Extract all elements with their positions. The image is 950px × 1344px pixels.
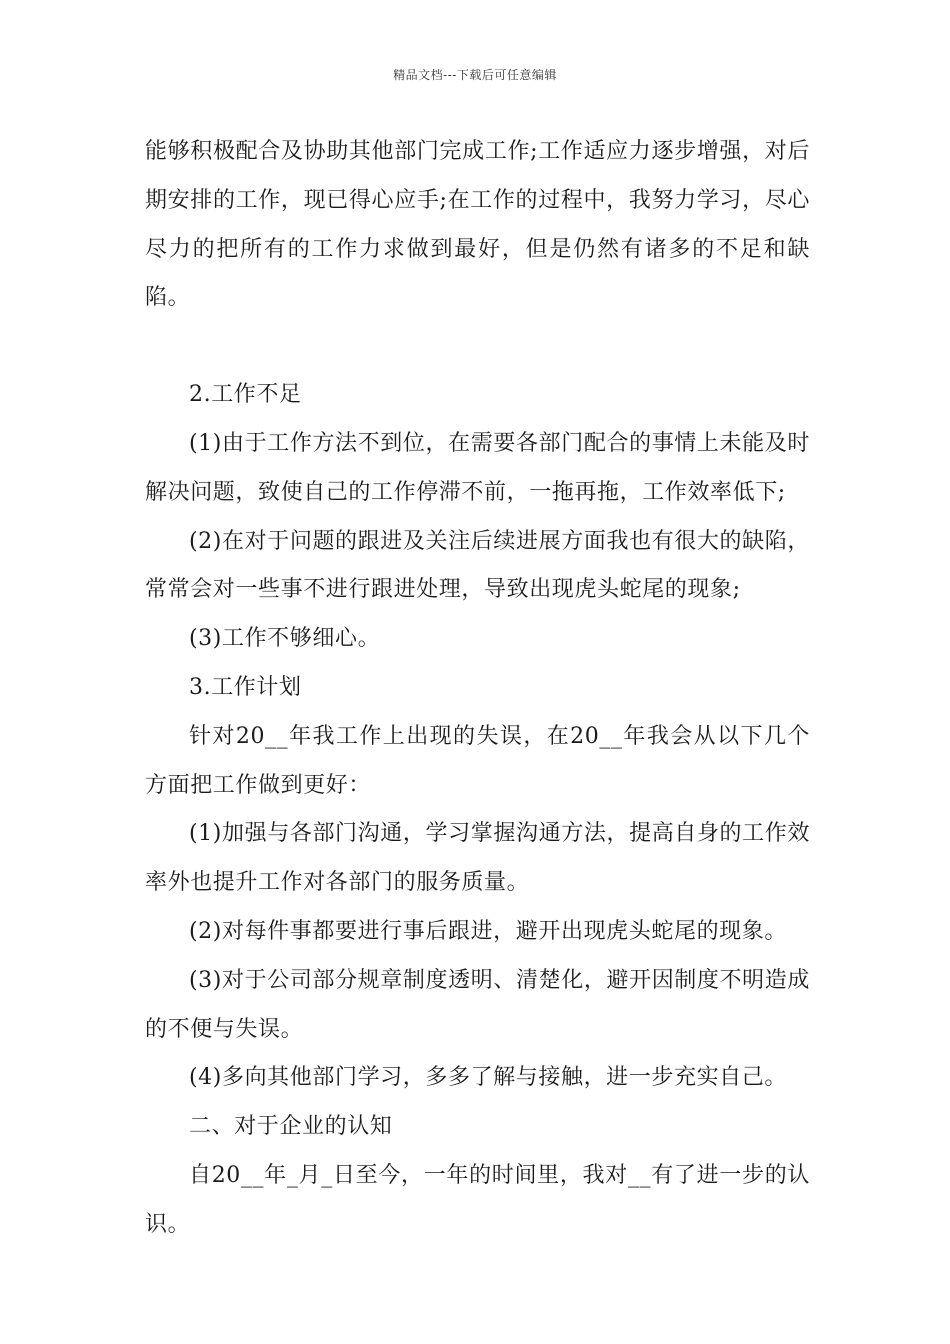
cognition-paragraph: 自20__年_月_日至今，一年的时间里，我对__有了进一步的认识。	[145, 1162, 810, 1237]
shortcoming-item-2: (2)在对于问题的跟进及关注后续进展方面我也有很大的缺陷，常常会对一些事不进行跟进处理，导致出现虎头蛇尾的现象;	[145, 528, 810, 603]
plan-intro: 针对20__年我工作上出现的失误，在20__年我会从以下几个方面把工作做到更好：	[145, 723, 810, 798]
section-heading-plan: 3.工作计划	[189, 674, 302, 700]
document-body	[145, 128, 810, 1250]
page-header: 精品文档---下载后可任意编辑	[393, 68, 557, 82]
shortcoming-item-1: (1)由于工作方法不到位，在需要各部门配合的事情上未能及时解决问题，致使自己的工作停滞不前，一拖再拖，工作效率低下;	[145, 430, 810, 505]
plan-item-2: (2)对每件事都要进行事后跟进，避开出现虎头蛇尾的现象。	[189, 918, 787, 944]
section-heading-shortcomings: 2.工作不足	[189, 382, 302, 408]
plan-item-4: (4)多向其他部门学习，多多了解与接触，进一步充实自己。	[189, 1065, 787, 1091]
paragraph-continuation: 能够积极配合及协助其他部门完成工作;工作适应力逐步增强，对后期安排的工作，现已得心应手;在工作的过程中，我努力学习，尽心尽力的把所有的工作力求做到最好，但是仍然有诸多的不足和缺陷。	[145, 139, 810, 311]
plan-item-1: (1)加强与各部门沟通，学习掌握沟通方法，提高自身的工作效率外也提升工作对各部门的服务质量。	[145, 821, 810, 896]
plan-item-3: (3)对于公司部分规章制度透明、清楚化，避开因制度不明造成的不便与失误。	[145, 967, 810, 1042]
paragraph-gap	[145, 323, 810, 371]
section-heading-cognition: 二、对于企业的认知	[189, 1114, 393, 1140]
shortcoming-item-3: (3)工作不够细心。	[189, 626, 381, 652]
